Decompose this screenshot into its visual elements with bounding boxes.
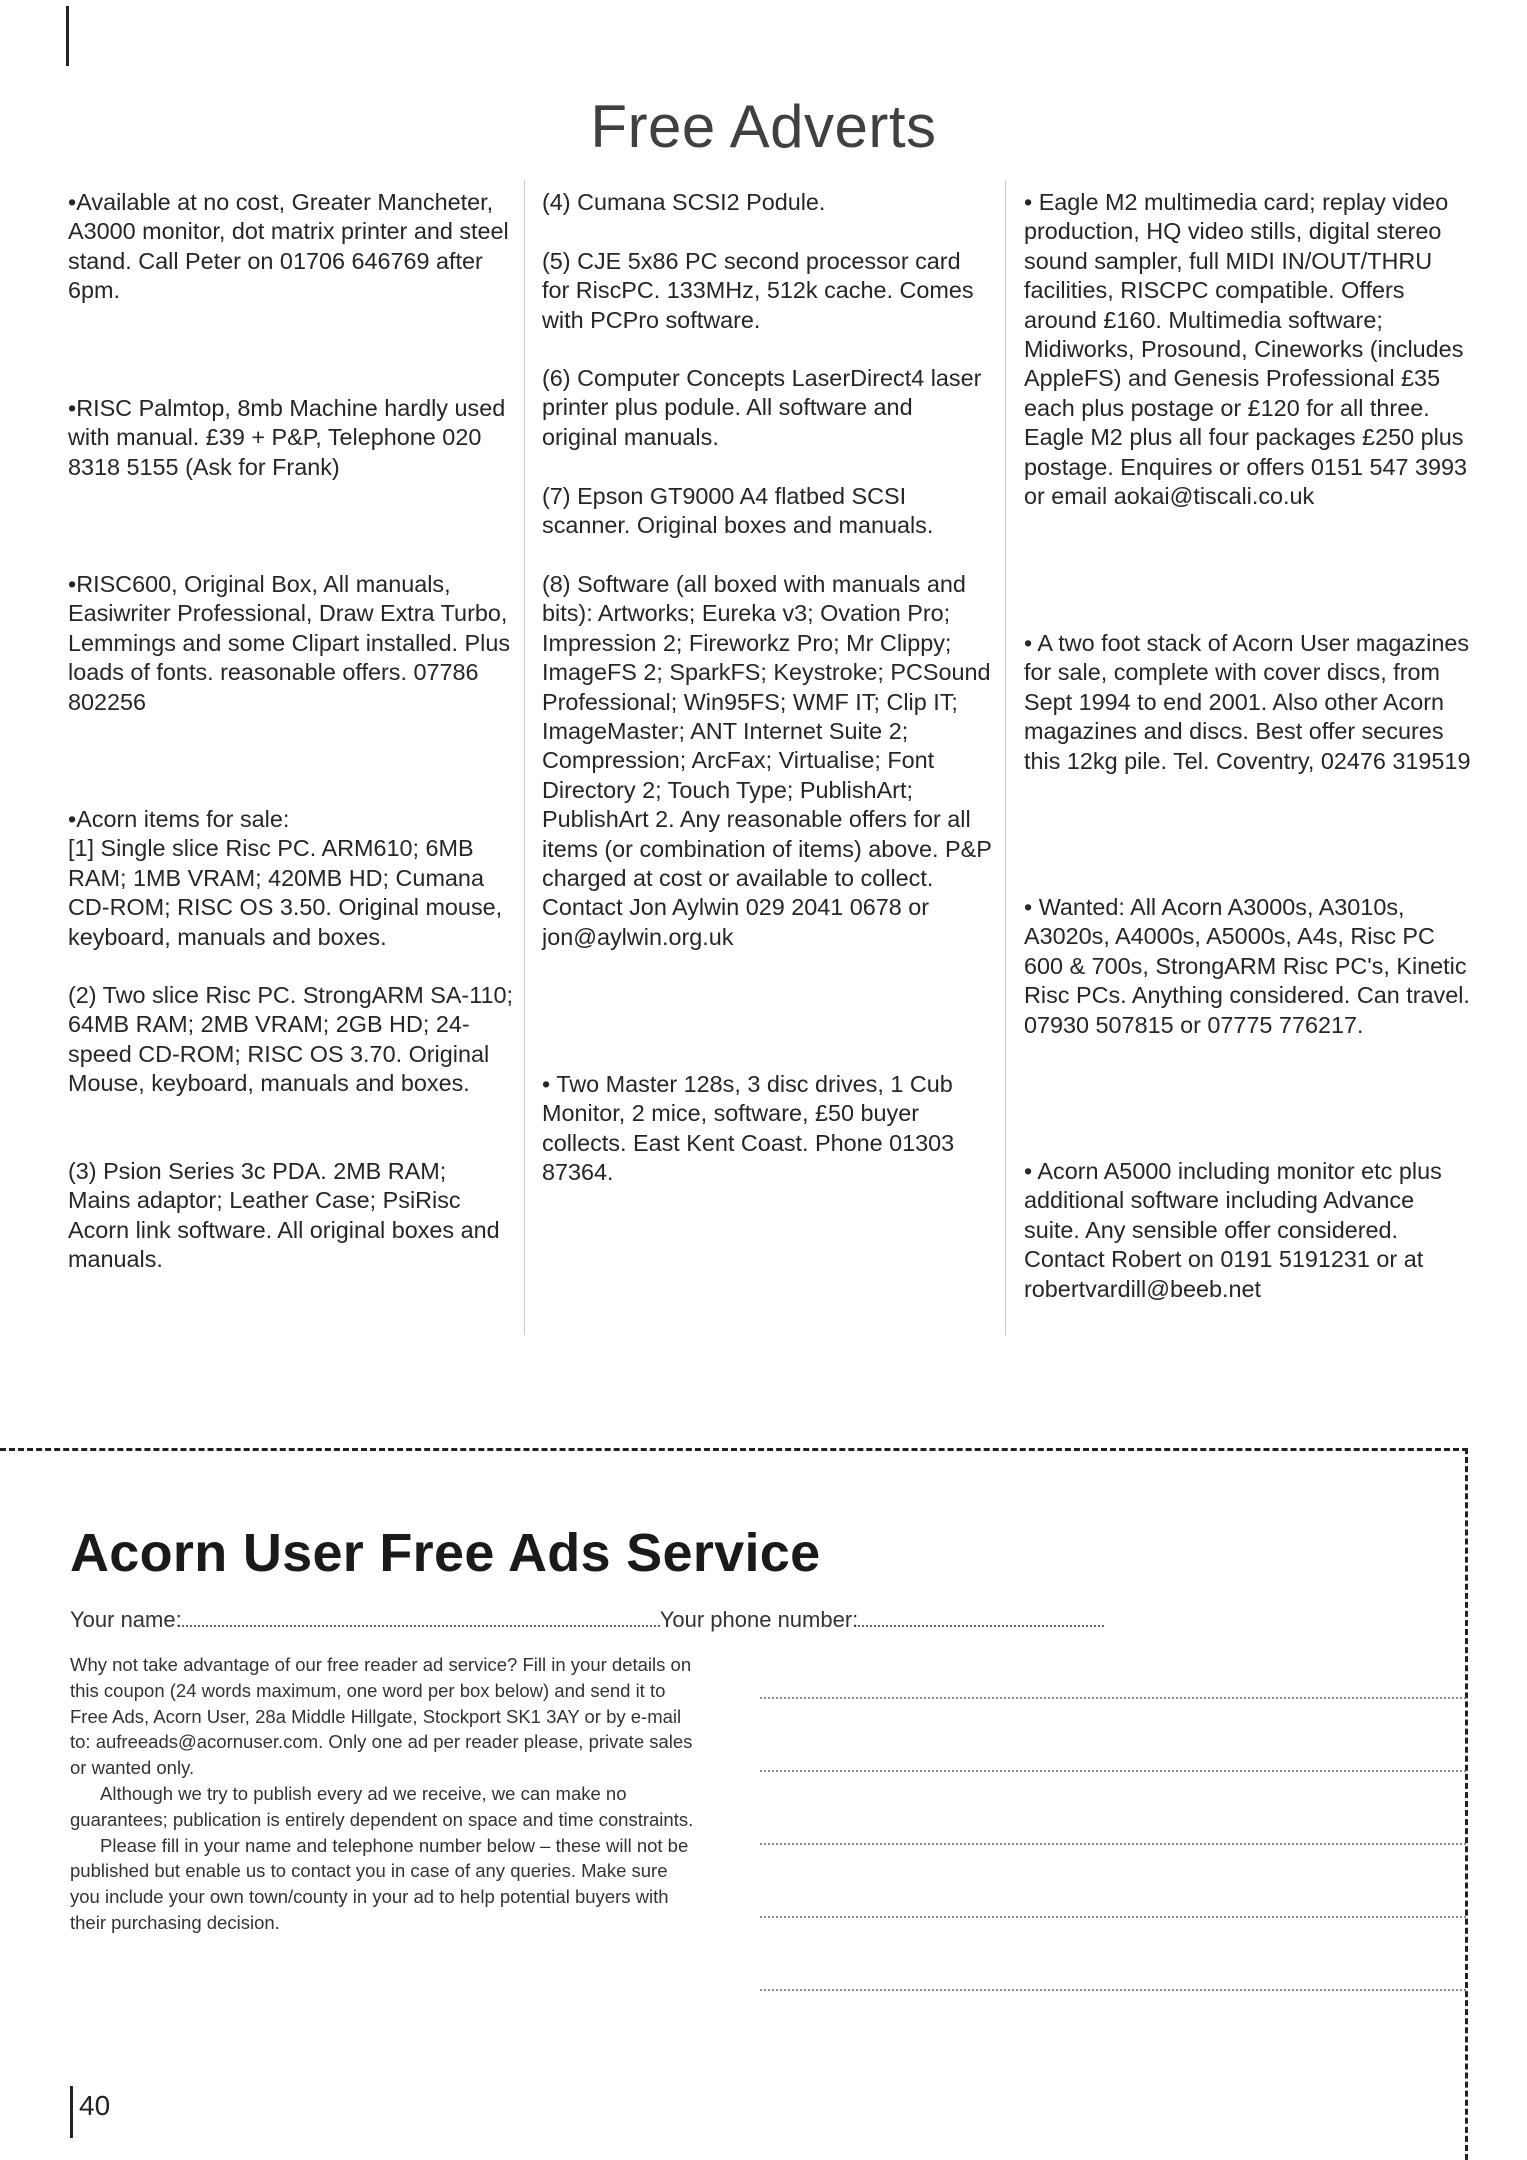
ad-write-line[interactable] — [760, 1697, 1466, 1699]
instruction-paragraph: Please fill in your name and telephone number below – these will not be published but enable us to contact you in case of any queries. Make sure you include your own town/county in your ad to help potential buyers with their purchasing decision. — [70, 1834, 689, 1933]
coupon-fields — [70, 1607, 1104, 1633]
coupon-cut-line-horizontal — [0, 1448, 1468, 1451]
instruction-paragraph: Although we try to publish every ad we receive, we can make no guarantees; publication is entirely dependent on space and time constraints. — [70, 1782, 694, 1830]
advert-item: • Acorn A5000 including monitor etc plus additional software including Advance suite. Any sensible offer considered. Contact Robert on 0191 5191231 or at robertvardill@beeb.net — [1024, 1158, 1442, 1302]
advert-item: (2) Two slice Risc PC. StrongARM SA-110; 64MB RAM; 2MB VRAM; 2GB HD; 24-speed CD-ROM; RISC OS 3.70. Original Mouse, keyboard, manuals and boxes. — [68, 982, 513, 1097]
coupon-instructions — [70, 1652, 700, 1936]
advert-item: •RISC Palmtop, 8mb Machine hardly used with manual. £39 + P&P, Telephone 020 8318 5155 (Ask for Frank) — [68, 395, 506, 480]
top-margin-mark — [66, 6, 69, 66]
advert-item: •Acorn items for sale: [1] Single slice Risc PC. ARM610; 6MB RAM; 1MB VRAM; 420MB HD; Cumana CD-ROM; RISC OS 3.50. Original mouse, keyboard, manuals and boxes. — [68, 806, 503, 950]
advert-item: (4) Cumana SCSI2 Podule. — [542, 189, 826, 215]
advert-item: • Two Master 128s, 3 disc drives, 1 Cub Monitor, 2 mice, software, £50 buyer collects. East Kent Coast. Phone 01303 87364. — [542, 1071, 955, 1186]
column-divider — [1005, 180, 1006, 1335]
column-divider — [524, 180, 525, 1335]
phone-label: Your phone number: — [659, 1607, 859, 1632]
advert-item: • A two foot stack of Acorn User magazines for sale, complete with cover discs, from Sept 1994 to end 2001. Also other Acorn magazines and discs. Best offer secures this 12kg pile. Tel. Coventry, 02476 319519 — [1024, 630, 1471, 774]
instruction-paragraph: Why not take advantage of our free reader ad service? Fill in your details on this coupon (24 words maximum, one word per box below) and send it to Free Ads, Acorn User, 28a Middle Hillgate, Stockport SK1 3AY or by e-mail to: aufreeads@acornuser.com. Only one ad per reader please, private sales or wanted only. — [70, 1654, 693, 1779]
advert-item: • Wanted: All Acorn A3000s, A3010s, A3020s, A4000s, A5000s, A4s, Risc PC 600 & 700s, StrongARM Risc PC's, Kinetic Risc PCs. Anything considered. Can travel. 07930 507815 or 07775 776217. — [1024, 894, 1470, 1038]
coupon-cut-line-vertical — [1465, 1448, 1468, 2160]
advert-item: (6) Computer Concepts LaserDirect4 laser printer plus podule. All software and original manuals. — [542, 365, 982, 450]
advert-item: (8) Software (all boxed with manuals and bits): Artworks; Eureka v3; Ovation Pro; Impression 2; Fireworkz Pro; Mr Clippy; ImageFS 2; SparkFS; Keystroke; PCSound Professional; Win95FS; WMF IT; Clip IT; ImageMaster; ANT Internet Suite 2; Compression; ArcFax; Virtualise; Font Directory 2; Touch Type; PublishArt; PublishArt 2. Any reasonable offers for all items (or combination of items) above. P&P charged at cost or available to collect. Contact Jon Aylwin 029 2041 0678 or jon@aylwin.org.uk — [542, 571, 992, 950]
coupon-title: Acorn User Free Ads Service — [70, 1523, 821, 1583]
phone-field[interactable] — [858, 1607, 1104, 1627]
advert-item: •RISC600, Original Box, All manuals, Easiwriter Professional, Draw Extra Turbo, Lemmings and some Clipart installed. Plus loads of fonts. reasonable offers. 07786 802256 — [68, 571, 511, 715]
advert-item: (7) Epson GT9000 A4 flatbed SCSI scanner. Original boxes and manuals. — [542, 483, 934, 539]
name-field[interactable] — [182, 1607, 660, 1627]
name-label: Your name: — [70, 1607, 182, 1632]
advert-item: (3) Psion Series 3c PDA. 2MB RAM; Mains adaptor; Leather Case; PsiRisc Acorn link software. All original boxes and manuals. — [68, 1158, 500, 1273]
page-title: Free Adverts — [590, 93, 937, 160]
ad-write-line[interactable] — [760, 1770, 1466, 1772]
page-number: 40 — [70, 2086, 110, 2138]
ad-write-line[interactable] — [760, 1989, 1466, 1991]
advert-item: •Available at no cost, Greater Mancheter, A3000 monitor, dot matrix printer and steel stand. Call Peter on 01706 646769 after 6pm. — [68, 189, 509, 304]
advert-item: • Eagle M2 multimedia card; replay video production, HQ video stills, digital stereo sound sampler, full MIDI IN/OUT/THRU facilities, RISCPC compatible. Offers around £160. Multimedia software; Midiworks, Prosound, Cineworks (includes AppleFS) and Genesis Professional £35 each plus postage or £120 for all three. Eagle M2 plus all four packages £250 plus postage. Enquires or offers 0151 547 3993 or email aokai@tiscali.co.uk — [1024, 189, 1468, 510]
ad-write-line[interactable] — [760, 1843, 1466, 1845]
advert-item: (5) CJE 5x86 PC second processor card for RiscPC. 133MHz, 512k cache. Comes with PCPro software. — [542, 248, 974, 333]
ad-write-line[interactable] — [760, 1916, 1466, 1918]
